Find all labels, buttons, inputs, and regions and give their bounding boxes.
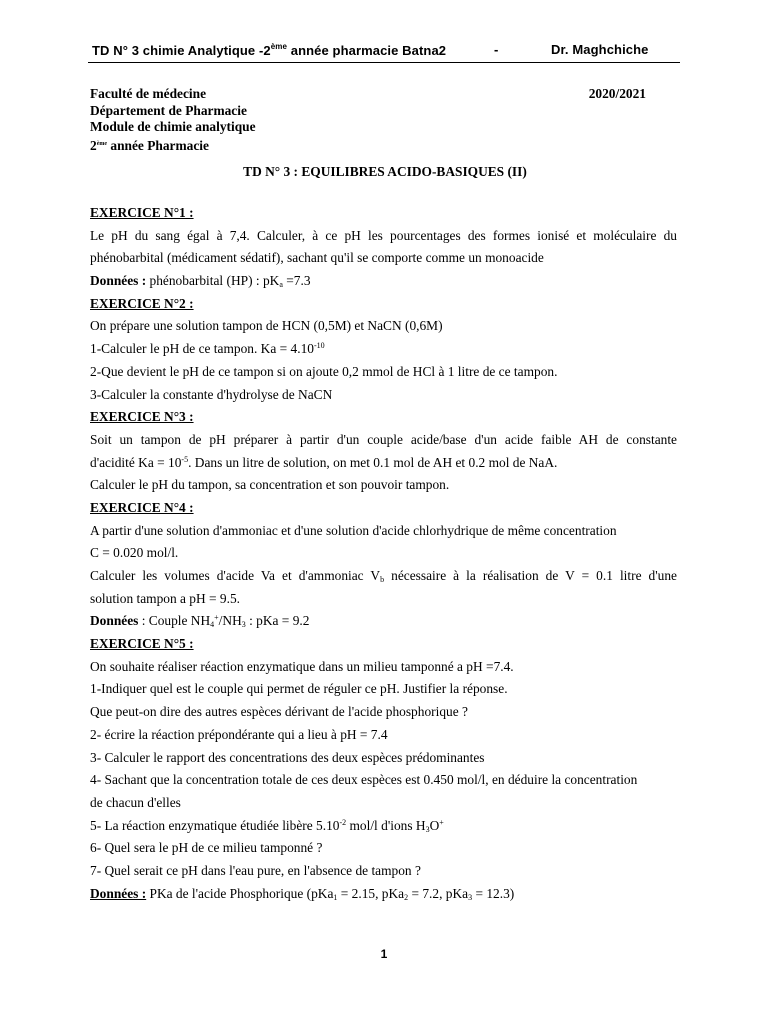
exercise-5-line-2: 1-Indiquer quel est le couple qui permet de réguler ce pH. Justifier la réponse.: [90, 681, 508, 697]
exercise-2-line-3: 2-Que devient le pH de ce tampon si on ajoute 0,2 mmol de HCl à 1 litre de ce tampon.: [90, 363, 558, 379]
exercise-4-line-4: solution tampon a pH = 9.5.: [90, 590, 241, 606]
exercise-5-heading: EXERCICE N°5 :: [90, 636, 194, 652]
exercise-4-data: Données : Couple $NH_4^+/NH_3$ : pKa = 9.2: [90, 613, 310, 630]
exercise-2-heading: EXERCICE N°2 :: [90, 295, 194, 311]
exercise-1-line-1: Le pH du sang égal à 7,4. Calculer, à ce pH les pourcentages des formes ionisé et moléculaire du: [90, 227, 677, 243]
exercise-2-line-2: 1-Calculer le pH de ce tampon. $Ka = 4.10^{-10}$: [90, 341, 325, 357]
document-title: TD N° 3 : EQUILIBRES ACIDO-BASIQUES (II): [243, 164, 527, 179]
exercise-5-line-7: de chacun d'elles: [90, 794, 181, 810]
exercise-4-line-1: A partir d'une solution d'ammoniac et d'une solution d'acide chlorhydrique de même concentration: [90, 522, 617, 538]
exercise-3-line-2: d'acidité $Ka = 10^{-5}$. Dans un litre de solution, on met 0.1 mol de AH et 0.2 mol de NaA.: [90, 454, 558, 470]
exercise-5-line-3: Que peut-on dire des autres espèces dérivant de l'acide phosphorique ?: [90, 704, 468, 720]
header-dash: -: [494, 42, 499, 57]
exercise-5-line-9: 6- Quel sera le pH de ce milieu tamponné ?: [90, 840, 323, 856]
exercise-5-line-10: 7- Quel serait ce pH dans l'eau pure, en l'absence de tampon ?: [90, 862, 421, 878]
exercise-1-line-2: phénobarbital (médicament sédatif), sachant qu'il se comporte comme un monoacide: [90, 250, 544, 266]
header-author: Dr. Maghchiche: [551, 42, 649, 57]
academic-year: 2020/2021: [588, 86, 646, 101]
document-body: [90, 202, 677, 905]
exercise-5-line-8: 5- La réaction enzymatique étudiée libère $5.10^{-2}$ mol/l d'ions $H_3O^+$: [90, 817, 444, 834]
page-number: 1: [380, 947, 388, 961]
exercise-5-data: Données : PKa de l'acide Phosphorique (pKa$_1$ = 2.15, pKa$_2$ = 7.2, pKa$_3$ = 12.3): [90, 885, 515, 902]
exercise-4-heading: EXERCICE N°4 :: [90, 499, 194, 515]
year-level: 2ème année Pharmacie: [90, 137, 209, 153]
header-rule: [88, 62, 680, 63]
exercise-4-line-3: Calculer les volumes d'acide Va et d'ammoniac $V_b$ nécessaire à la réalisation de V = 0.1 litre d'une: [90, 568, 677, 584]
exercise-5-line-1: On souhaite réaliser réaction enzymatique dans un milieu tamponné a pH =7.4.: [90, 658, 514, 674]
institution-block: [90, 86, 680, 154]
exercise-5-line-4: 2- écrire la réaction prépondérante qui a lieu à pH = 7.4: [90, 726, 388, 742]
exercise-3-line-1: Soit un tampon de pH préparer à partir d'un couple acide/base d'un acide faible AH de constante: [90, 431, 677, 447]
exercise-2-line-1: On prépare une solution tampon de HCN (0,5M) et NaCN (0,6M): [90, 318, 443, 334]
exercise-5-line-6: 4- Sachant que la concentration totale de ces deux espèces est 0.450 mol/l, en déduire la concentration: [90, 772, 638, 788]
department-name: Département de Pharmacie: [90, 102, 247, 118]
exercise-3-heading: EXERCICE N°3 :: [90, 409, 194, 425]
exercise-4-line-2: C = 0.020 mol/l.: [90, 545, 179, 561]
header-course-title: TD N° 3 chimie Analytique -2ème année pharmacie Batna2: [92, 42, 447, 58]
exercise-2-line-4: 3-Calculer la constante d'hydrolyse de NaCN: [90, 386, 333, 402]
faculty-name: Faculté de médecine: [90, 86, 207, 101]
exercise-3-line-3: Calculer le pH du tampon, sa concentration et son pouvoir tampon.: [90, 477, 450, 493]
module-name: Module de chimie analytique: [90, 119, 256, 134]
exercise-5-line-5: 3- Calculer le rapport des concentrations des deux espèces prédominantes: [90, 749, 485, 765]
exercise-1-heading: EXERCICE N°1 :: [90, 205, 194, 220]
exercise-1-data: Données : phénobarbital (HP) : $pK_a =7.3$: [90, 273, 311, 290]
